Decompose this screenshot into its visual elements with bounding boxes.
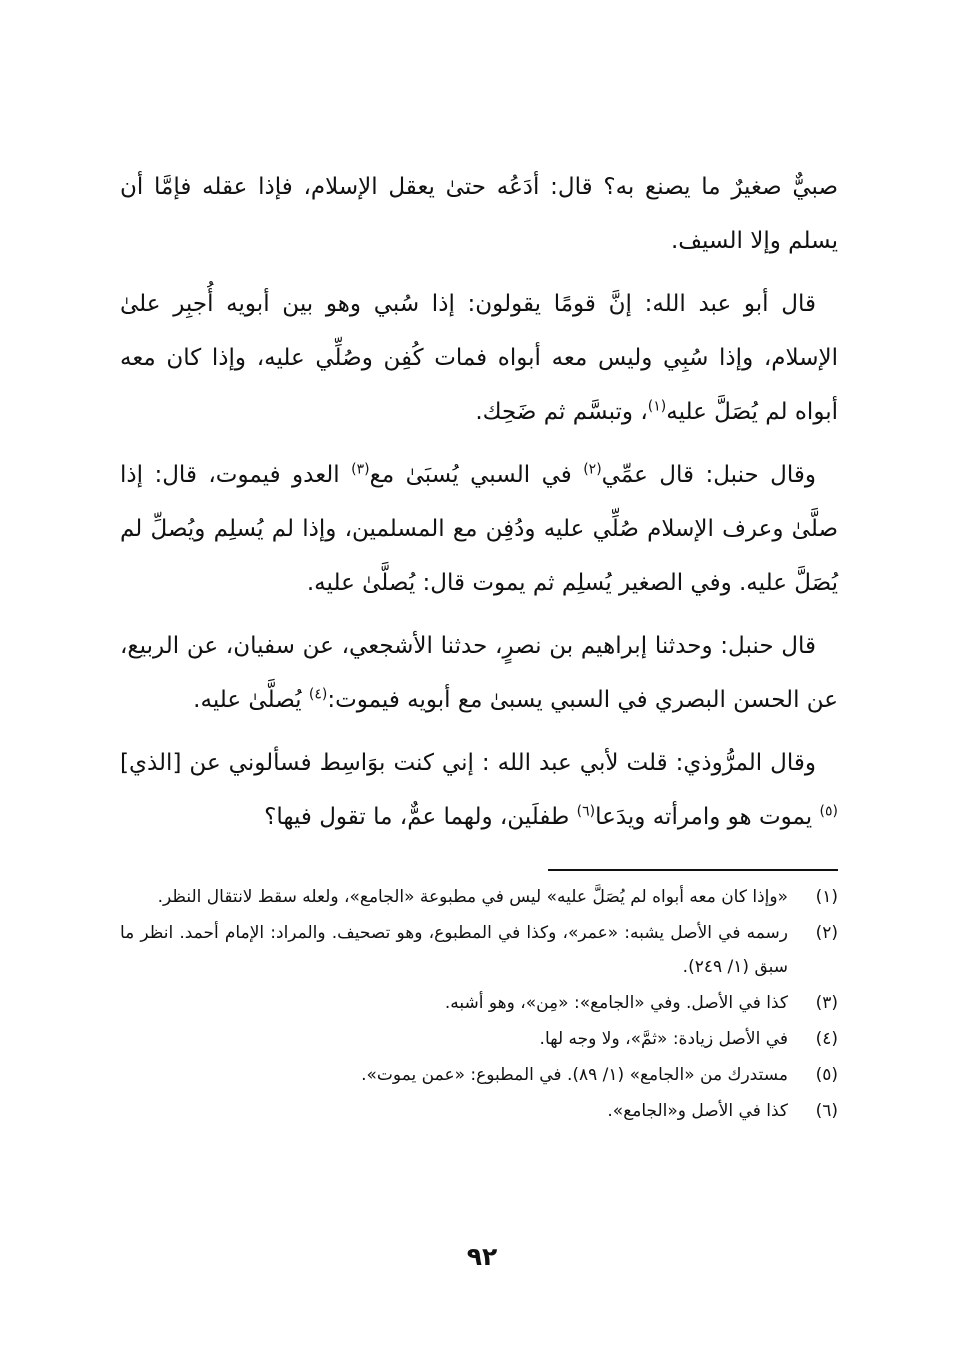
paragraph-5 bbox=[120, 736, 838, 844]
paragraph-5-text-b: يموت هو وامرأته ويدَعا bbox=[595, 804, 820, 830]
footnote-divider bbox=[548, 869, 838, 871]
footnote-number: (٤) bbox=[815, 1029, 838, 1049]
footnote-number: (٦) bbox=[815, 1101, 838, 1121]
footnote-text: في الأصل زيادة: «ثمَّ»، ولا وجه لها. bbox=[539, 1029, 788, 1049]
paragraph-1 bbox=[120, 160, 838, 268]
main-text bbox=[120, 160, 838, 853]
footnote-number: (١) bbox=[815, 887, 838, 907]
footnote-ref-4[interactable]: (٤) bbox=[308, 686, 328, 703]
paragraph-2-text-a: قال أبو عبد الله: إنَّ قومًا يقولون: إذا سُبي وهو بين أبويه أُجبِر علىٰ الإسلام، وإذا سُبِي وليس معه أبواه فمات كُفِن وصُلِّي عليه، وإذا كان معه أبواه لم يُصَلَّ عليه bbox=[120, 291, 838, 425]
paragraph-2 bbox=[120, 277, 838, 439]
footnote-ref-3[interactable]: (٣) bbox=[351, 461, 370, 478]
footnote-text: كذا في الأصل و«الجامع». bbox=[607, 1101, 788, 1121]
footnote-ref-2[interactable]: (٢) bbox=[583, 461, 602, 478]
footnote-text: رسمه في الأصل يشبه: «عمر»، وكذا في المطبوع، وهو تصحيف. والمراد: الإمام أحمد. انظر ما سبق (١/ ٢٤٩). bbox=[120, 923, 788, 977]
footnote-ref-5[interactable]: (٥) bbox=[819, 803, 838, 820]
paragraph-5-text-c: طفلَين، ولهما عمٌّ، ما تقول فيها؟ bbox=[264, 804, 577, 830]
paragraph-5-text-a: وقال المرُّوذي: قلت لأبي عبد الله : إني كنت بوَاسِط فسألوني عن [الذي] bbox=[120, 750, 816, 776]
footnote-5 bbox=[120, 1058, 838, 1092]
footnotes bbox=[120, 880, 838, 1130]
footnote-6 bbox=[120, 1094, 838, 1128]
footnote-text: كذا في الأصل. وفي «الجامع»: «مِن»، وهو أشبه. bbox=[444, 993, 788, 1013]
page-number: ٩٢ bbox=[466, 1242, 498, 1271]
footnote-text: «وإذا كان معه أبواه لم يُصَلَّ عليه» ليس في مطبوعة «الجامع»، ولعله سقط لانتقال النظر. bbox=[157, 887, 788, 907]
footnote-1 bbox=[120, 880, 838, 914]
paragraph-4 bbox=[120, 619, 838, 727]
footnote-ref-6[interactable]: (٦) bbox=[576, 803, 596, 820]
footnote-text: مستدرك من «الجامع» (١/ ٨٩). في المطبوع: «عمن يموت». bbox=[361, 1065, 788, 1085]
footnote-number: (٢) bbox=[815, 923, 838, 943]
footnote-number: (٣) bbox=[815, 993, 838, 1013]
footnote-3 bbox=[120, 986, 838, 1020]
paragraph-3-text-a: وقال حنبل: قال عمِّي bbox=[601, 462, 816, 488]
footnote-4 bbox=[120, 1022, 838, 1056]
paragraph-3 bbox=[120, 448, 838, 610]
paragraph-3-text-b: في السبي يُسبَىٰ مع bbox=[369, 462, 584, 488]
paragraph-4-text-b: يُصلَّىٰ عليه. bbox=[193, 687, 309, 713]
paragraph-4-text-a: قال حنبل: وحدثنا إبراهيم بن نصرٍ، حدثنا الأشجعي، عن سفيان، عن الربيع، عن الحسن البصري في السبي يسبىٰ مع أبويه فيموت: bbox=[120, 633, 838, 713]
footnote-ref-1[interactable]: (١) bbox=[647, 398, 667, 415]
footnote-number: (٥) bbox=[815, 1065, 838, 1085]
footnote-2 bbox=[120, 916, 838, 984]
paragraph-3-text-c: العدو فيموت، قال: إذا صلَّىٰ وعرف الإسلام صُلِّي عليه ودُفِن مع المسلمين، وإذا لم يُسلِم ويُصلِّ لم يُصَلَّ عليه. وفي الصغير يُسلِم ثم يموت قال: يُصلَّىٰ عليه. bbox=[120, 462, 838, 596]
paragraph-2-text-b: ، وتبسَّم ثم ضَحِك. bbox=[475, 399, 648, 425]
paragraph-1-text: صبيٌّ صغيرٌ ما يصنع به؟ قال: أدَعُه حتىٰ يعقل الإسلام، فإذا عقله فإمَّا أن يسلم وإلا السيف. bbox=[120, 174, 838, 254]
